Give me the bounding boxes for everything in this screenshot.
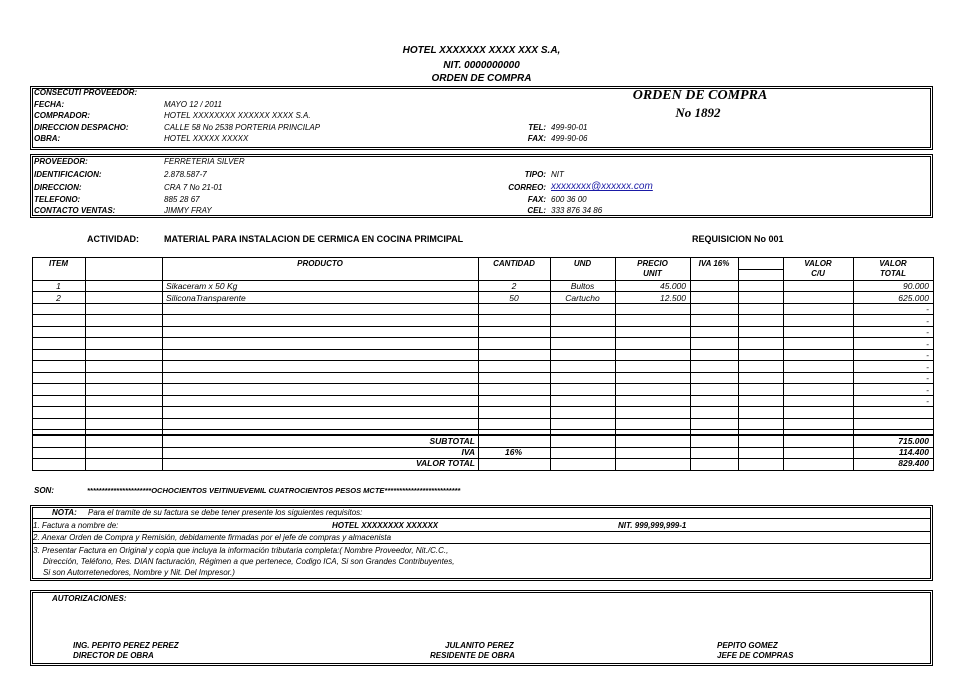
actividad-label: ACTIVIDAD: xyxy=(87,234,139,244)
note-invoice-nit: NIT. 999,999,999-1 xyxy=(618,521,687,530)
row-total: - xyxy=(926,373,929,383)
subtotal-label: SUBTOTAL xyxy=(429,436,475,446)
proveedor-label: PROVEEDOR: xyxy=(34,157,88,166)
proveedor-value: FERRETERIA SILVER xyxy=(164,157,245,166)
iva-value: 114.400 xyxy=(898,447,929,457)
tipo-value: NIT xyxy=(551,170,564,179)
supplier-fax-value: 600 36 00 xyxy=(551,195,587,204)
requisicion-number: REQUISICION No 001 xyxy=(692,234,784,244)
valor-total-value: 829.400 xyxy=(898,458,929,468)
row-precio: 45.000 xyxy=(660,281,686,291)
cel-value: 333 876 34 86 xyxy=(551,206,603,215)
identificacion-label: IDENTIFICACION: xyxy=(34,170,102,179)
row-total: - xyxy=(926,396,929,406)
tipo-label: TIPO: xyxy=(524,170,546,179)
order-number: No 1892 xyxy=(675,105,721,120)
header-precio-1: PRECIO xyxy=(637,259,668,268)
obra-value: HOTEL XXXXX XXXXX xyxy=(164,134,249,143)
son-label: SON: xyxy=(34,486,54,495)
row-und: Bultos xyxy=(570,281,595,291)
signature-1-role: DIRECTOR DE OBRA xyxy=(73,651,154,660)
note-line-3: 3. Presentar Factura en Original y copia que incluya la información tributaria completa:( Nombre Proveedor, Nit./C.C., xyxy=(33,546,449,555)
direccion-despacho-label: DIRECCION DESPACHO: xyxy=(34,123,129,132)
header-valor-total-1: VALOR xyxy=(879,259,907,268)
buyer-fax-value: 499-90-06 xyxy=(551,134,588,143)
nota-label: NOTA: xyxy=(52,508,77,517)
son-text: **********************OCHOCIENTOS VEITINUEVEMIL CUATROCIENTOS PESOS MCTE************************** xyxy=(87,486,461,495)
note-line-4: Dirección, Teléfono, Res. DIAN facturación, Régimen a que pertenece, Codigo ICA, Si son Grandes Contribuyentes, xyxy=(43,557,455,566)
header-cantidad: CANTIDAD xyxy=(493,259,535,268)
row-total: - xyxy=(926,304,929,314)
header-producto: PRODUCTO xyxy=(297,259,343,268)
buyer-fax-label: FAX: xyxy=(527,134,546,143)
contacto-value: JIMMY FRAY xyxy=(164,206,212,215)
company-nit: NIT. 0000000000 xyxy=(443,60,520,71)
row-total: - xyxy=(926,385,929,395)
header-valor-total-2: TOTAL xyxy=(880,269,906,278)
row-producto: SiliconaTransparente xyxy=(166,293,246,303)
row-item: 2 xyxy=(56,293,61,303)
row-producto: Sikaceram x 50 Kg xyxy=(166,281,238,291)
order-title: ORDEN DE COMPRA xyxy=(632,88,768,103)
row-total: 625.000 xyxy=(898,293,929,303)
telefono-value: 885 28 67 xyxy=(164,195,200,204)
consecutivo-label: CONSECUTI PROVEEDOR: xyxy=(34,88,138,97)
signature-2-role: RESIDENTE DE OBRA xyxy=(430,651,515,660)
note-line-1: 1. Factura a nombre de: xyxy=(33,521,119,530)
supplier-direccion-value: CRA 7 No 21-01 xyxy=(164,183,223,192)
telefono-label: TELEFONO: xyxy=(34,195,81,204)
supplier-direccion-label: DIRECCION: xyxy=(34,183,82,192)
iva-rate: 16% xyxy=(505,447,523,457)
buyer-tel-value: 499-90-01 xyxy=(551,123,588,132)
iva-label: IVA xyxy=(461,447,475,457)
document-type: ORDEN DE COMPRA xyxy=(431,73,532,84)
row-total: 90.000 xyxy=(903,281,929,291)
row-total: - xyxy=(926,327,929,337)
header-valor-cu-1: VALOR xyxy=(804,259,832,268)
note-line-5: Si son Autorretenedores, Nombre y Nit. Del Impresor.) xyxy=(43,568,235,577)
supplier-fax-label: FAX: xyxy=(527,195,546,204)
authorizations-label: AUTORIZACIONES: xyxy=(52,594,127,603)
buyer-tel-label: TEL: xyxy=(528,123,546,132)
row-total: - xyxy=(926,316,929,326)
note-line-2: 2. Anexar Orden de Compra y Remisión, debidamente firmadas por el jefe de compras y almacenista xyxy=(33,533,392,542)
signature-1-name: ING. PEPITO PEREZ PEREZ xyxy=(73,641,179,650)
company-name: HOTEL XXXXXXX XXXX XXX S.A, xyxy=(402,45,561,56)
row-total: - xyxy=(926,362,929,372)
comprador-label: COMPRADOR: xyxy=(34,111,90,120)
subtotal-value: 715.000 xyxy=(898,436,929,446)
fecha-label: FECHA: xyxy=(34,100,65,109)
signature-2-name: JULANITO PEREZ xyxy=(445,641,514,650)
fecha-value: MAYO 12 / 2011 xyxy=(164,100,222,109)
identificacion-value: 2.878.587-7 xyxy=(164,170,207,179)
header-precio-2: UNIT xyxy=(643,269,662,278)
obra-label: OBRA: xyxy=(34,134,61,143)
row-precio: 12.500 xyxy=(660,293,686,303)
header-item: ITEM xyxy=(48,259,69,268)
header-iva: IVA 16% xyxy=(698,259,730,268)
correo-label: CORREO: xyxy=(508,183,546,192)
comprador-value: HOTEL XXXXXXXX XXXXXX XXXX S.A. xyxy=(164,111,311,120)
signature-3-role: JEFE DE COMPRAS xyxy=(717,651,794,660)
row-total: - xyxy=(926,339,929,349)
row-item: 1 xyxy=(56,281,61,291)
direccion-despacho-value: CALLE 58 No 2538 PORTERIA PRINCILAP xyxy=(164,123,321,132)
header-und: UND xyxy=(573,259,592,268)
note-invoice-name: HOTEL XXXXXXXX XXXXXX xyxy=(332,521,439,530)
row-cantidad: 2 xyxy=(511,281,517,291)
actividad-value: MATERIAL PARA INSTALACION DE CERMICA EN COCINA PRIMCIPAL xyxy=(164,234,464,244)
row-total: - xyxy=(926,350,929,360)
valor-total-label: VALOR TOTAL xyxy=(415,458,475,468)
header-valor-cu-2: C/U xyxy=(811,269,825,278)
signature-3-name: PEPITO GOMEZ xyxy=(717,641,778,650)
contacto-label: CONTACTO VENTAS: xyxy=(34,206,116,215)
row-cantidad: 50 xyxy=(509,293,519,303)
cel-label: CEL: xyxy=(527,206,546,215)
row-und: Cartucho xyxy=(565,293,600,303)
correo-link[interactable]: xxxxxxxx@xxxxxx.com xyxy=(551,181,653,192)
nota-text: Para el tramite de su factura se debe tener presente los siguientes requisitos: xyxy=(88,508,363,517)
